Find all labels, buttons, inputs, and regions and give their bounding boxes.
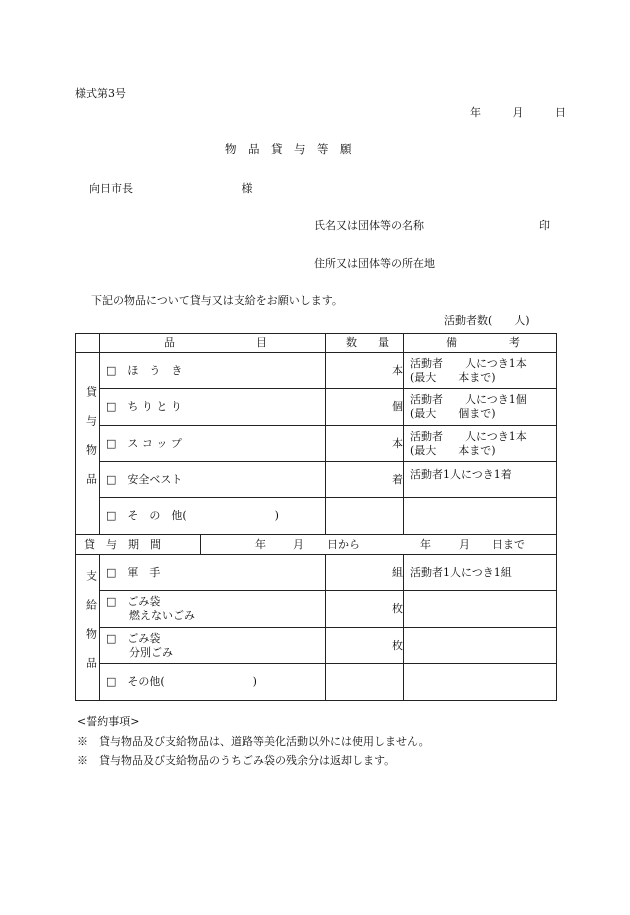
supply-item-unit: [326, 664, 404, 701]
supply-item-remarks: [404, 664, 557, 701]
supply-item-unit: 組: [326, 555, 404, 591]
supply-item-unit: 枚: [326, 591, 404, 628]
supply-category-text: 支給物品: [84, 569, 98, 686]
remarks-line: (最大 本まで): [410, 370, 496, 384]
supply-item-remarks: [404, 591, 557, 628]
supply-row: [76, 555, 557, 591]
loan-item-remarks: [404, 462, 557, 498]
header-remarks: [404, 334, 557, 353]
supply-item-line: □ ごみ袋: [106, 631, 161, 645]
applicant-address-label: 住所又は団体等の所在地: [314, 257, 435, 270]
period-to-month: 月: [459, 538, 470, 551]
loan-item-name: □ ち り と り: [100, 389, 326, 426]
loan-row: [76, 389, 557, 426]
pledge-item: ※ 貸与物品及び支給物品のうちごみ袋の残余分は返却します。: [77, 754, 396, 767]
header-item-1: 品: [164, 336, 175, 349]
loan-period-dates: [201, 535, 556, 554]
date-line: [470, 104, 566, 120]
loan-item-remarks: [404, 498, 557, 535]
supply-item-remarks: [404, 628, 557, 664]
page-title: 物 品 貸 与 等 願: [225, 142, 352, 156]
loan-row: [76, 426, 557, 462]
supply-item-line: □ 軍 手: [106, 565, 161, 579]
supply-item-line: 分別ごみ: [129, 645, 173, 659]
remarks-line: 活動者 人につき1本: [410, 429, 527, 443]
loan-item-remarks: [404, 353, 557, 389]
loan-item-unit: [326, 498, 404, 535]
loan-category-text: 貸与物品: [84, 385, 98, 502]
loan-row: [76, 462, 557, 498]
intro-text: 下記の物品について貸与又は支給をお願いします。: [91, 294, 343, 307]
loan-period-label-box: [76, 535, 201, 554]
loan-item-name: □ そ の 他( ): [100, 498, 326, 535]
supply-item-line: 燃えないごみ: [129, 609, 195, 622]
applicant-name-label: 氏名又は団体等の名称: [314, 219, 424, 232]
supply-row: [76, 591, 557, 628]
header-quantity-2: 量: [378, 336, 389, 349]
period-from-month: 月: [293, 538, 304, 551]
supply-item-unit: 枚: [326, 628, 404, 664]
date-day: 日: [555, 106, 566, 119]
loan-item-name: □ 安全ベスト: [100, 462, 326, 498]
loan-row: [76, 353, 557, 389]
loan-item-remarks: [404, 426, 557, 462]
loan-category: [76, 353, 100, 535]
addressee: [89, 180, 253, 196]
form-number: 様式第3号: [75, 87, 126, 100]
activity-count: 活動者数( 人): [444, 314, 530, 327]
remarks-line: 活動者 人につき1個: [410, 393, 527, 406]
period-from-year: 年: [255, 538, 266, 551]
addressee-honorific: 様: [241, 182, 253, 195]
remarks-line: (最大 本まで): [410, 443, 496, 457]
request-table: [75, 333, 557, 701]
loan-item-remarks: [404, 389, 557, 426]
period-from-day: 日から: [327, 538, 360, 551]
supply-row: [76, 628, 557, 664]
pledge-item: ※ 貸与物品及び支給物品は、道路等美化活動以外には使用しません。: [77, 735, 430, 748]
header-quantity-1: 数: [346, 336, 357, 349]
supply-item-name: [100, 664, 326, 701]
supply-item-line: □ その他( ): [106, 675, 257, 688]
date-month: 月: [512, 106, 524, 119]
header-item: [100, 334, 326, 353]
loan-item-unit: 本: [326, 353, 404, 389]
loan-period-cell: [76, 535, 557, 555]
loan-item-unit: 本: [326, 426, 404, 462]
header-blank: [76, 334, 100, 353]
supply-row: [76, 664, 557, 701]
period-to-year: 年: [420, 538, 431, 551]
loan-row: [76, 498, 557, 535]
remarks-line: 活動者1人につき1着: [410, 468, 512, 481]
supply-category: [76, 555, 100, 701]
date-year: 年: [470, 106, 481, 119]
loan-item-unit: 着: [326, 462, 404, 498]
loan-item-name: □ ほ う き: [100, 353, 326, 389]
loan-item-unit: 個: [326, 389, 404, 426]
supply-item-name: [100, 628, 326, 664]
addressee-mayor: 向日市長: [89, 182, 133, 195]
pledge-heading: <誓約事項>: [77, 715, 140, 728]
header-quantity: [326, 334, 404, 353]
supply-item-remarks: [404, 555, 557, 591]
seal-mark: 印: [539, 219, 550, 232]
remarks-line: 活動者 人につき1本: [410, 356, 527, 370]
header-remarks-2: 考: [509, 336, 520, 349]
table-header-row: [76, 334, 557, 353]
loan-period-label: 貸 与 期 間: [84, 537, 161, 551]
remarks-line: (最大 個まで): [410, 407, 496, 420]
period-to-day: 日まで: [492, 538, 525, 551]
loan-item-name: □ ス コ ッ プ: [100, 426, 326, 462]
remarks-line: 活動者1人につき1組: [410, 565, 512, 579]
header-item-2: 目: [256, 336, 267, 349]
supply-item-name: [100, 555, 326, 591]
supply-item-line: □ ごみ袋: [106, 595, 161, 608]
supply-item-name: [100, 591, 326, 628]
loan-period-row: [76, 535, 557, 555]
header-remarks-1: 備: [446, 336, 457, 349]
